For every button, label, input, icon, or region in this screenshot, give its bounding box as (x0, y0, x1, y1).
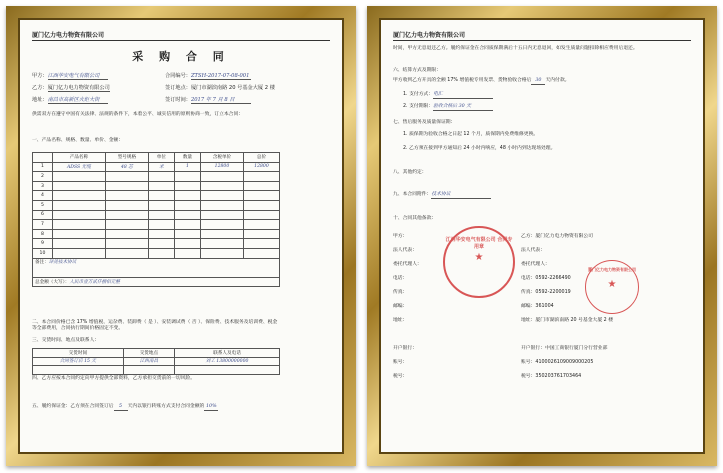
left-contract-page (20, 20, 342, 452)
delivery-table-header: 交货时间 交货地点 联系人及电话 (33, 349, 280, 358)
header-divider (393, 40, 691, 41)
items-table-header: 产品名称 型号规格 单位 数量 含税单价 总价 (33, 153, 280, 163)
sign-account-a: 账号： (393, 360, 408, 365)
table-row: 7 (33, 220, 280, 230)
seal-star-icon: ★ (607, 279, 617, 290)
section-9-heading: 九、本合同附件：技术协议 (393, 192, 641, 199)
right-contract-frame (367, 6, 717, 466)
sign-zip-b: 邮编：361004 (521, 304, 554, 309)
sign-bank-b: 开户银行：中国工商银行厦门分行营业部 (521, 346, 608, 351)
continued-text: 时间，甲方无息退还乙方。履约保证金在合同质保期满后十五日内无息退回，如发生质量问题扣除相应费用后退还。 (393, 46, 638, 51)
section-2-paragraph: 二、本合同价格已含 17% 增值税、运杂费、装卸费（ 是 ）、安装调试费（ 否 ）、保险费、技术服务及培训费、税金等全部费用，合同执行期间价格固定不变。 (32, 320, 278, 332)
section-8-heading: 八、其他约定： (393, 170, 427, 175)
section-4-paragraph: 四、乙方应按本合同约定向甲方提供全部资料，乙方承担交货前的一切风险。 (32, 376, 196, 381)
contract-no-field: 合同编号：ZTSH-2017-07-08-001 (165, 73, 250, 79)
sign-rep-a: 法人代表： (393, 248, 417, 253)
sign-address-a: 地址： (393, 318, 408, 323)
payment-method: 1. 支付方式：电汇 (403, 92, 641, 99)
sign-agent-a: 委托代理人： (393, 262, 422, 267)
sign-fax-b: 传真：0592-2200019 (521, 290, 571, 295)
sign-tax-a: 税号： (393, 374, 408, 379)
sign-agent-b: 委托代理人： (521, 262, 550, 267)
section-5-paragraph: 五、履约保证金：乙方须在合同签订后 5 天内以银行转账方式支付合同金额的 10% (32, 404, 280, 411)
table-row: 1 ADSS 光缆 48 芯 米 1 12800 12800 (33, 162, 280, 172)
contract-title: 采 购 合 同 (132, 50, 230, 63)
section-10-heading: 十、合同其他条款： (393, 216, 437, 221)
sign-zip-a: 邮编： (393, 304, 408, 309)
table-row: 6 (33, 210, 280, 220)
table-row: 合同签订后 15 天 江西南昌 刘工 13800000000 (33, 357, 280, 366)
sign-tax-b: 税号：350203761703464 (521, 374, 582, 379)
left-contract-frame (6, 6, 356, 466)
company-header: 厦门亿力电力物资有限公司 (393, 32, 466, 39)
seal-a-text: 江西华安电气有限公司 合同专用章 (445, 237, 513, 250)
payment-terms: 甲方收到乙方开具的全额 17% 增值税专用发票、货物验收合格后 30 天内付款。 (393, 78, 641, 85)
header-divider (32, 40, 330, 41)
address-field: 地址：南昌市高新区火炬大街 (32, 96, 108, 104)
sign-phone-a: 电话： (393, 276, 408, 281)
table-note-row: 备注：详见技术协议 (33, 258, 280, 277)
sign-bank-a: 开户银行： (393, 346, 417, 351)
sign-address-b: 地址：厦门市湖滨南路 20 号基金大厦 2 楼 (521, 318, 614, 323)
party-b-field: 乙方：厦门亿力电力物资有限公司 (32, 85, 110, 91)
payment-period: 2. 支付期限：验收合格后 30 天 (403, 104, 641, 111)
section-1-heading: 一、产品名称、规格、数量、单价、金额： (32, 138, 124, 143)
seal-b-text: 厦门亿力电力物资有限公司 (588, 267, 636, 272)
seal-star-icon: ★ (474, 252, 484, 263)
warranty-item-2: 2. 乙方须在接到甲方通知后 24 小时内响应，48 小时内到达现场处理。 (403, 146, 556, 151)
party-a-seal (443, 226, 515, 298)
sign-phone-b: 电话：0592-2266490 (521, 276, 571, 281)
table-row (33, 366, 280, 375)
table-row: 10 (33, 248, 280, 258)
sign-account-b: 账号：4100026109009000205 (521, 360, 594, 365)
section-7-heading: 七、售后服务及质量保证期： (393, 120, 456, 125)
table-row: 9 (33, 239, 280, 249)
sign-place-field: 签订地点：厦门市湖滨南路 20 号基金大厦 2 楼 (165, 85, 275, 91)
warranty-item-1: 1. 质保期为验收合格之日起 12 个月，质保期内免费维修更换。 (403, 132, 539, 137)
sign-party-a: 甲方： (393, 234, 408, 239)
table-row: 5 (33, 200, 280, 210)
section-6-heading: 六、结算方式及期限： (393, 68, 441, 73)
intro-paragraph: 供需双方在遵守中国有关法律、法规的条件下，本着公平、诚实信用的原则协商一致，订立本合同： (32, 112, 244, 117)
items-table (32, 152, 280, 287)
table-row: 8 (33, 229, 280, 239)
sign-party-b: 乙方：厦门亿力电力物资有限公司 (521, 234, 593, 239)
section-3-heading: 三、交货时间、地点及联系人： (32, 338, 100, 343)
sign-rep-b: 法人代表： (521, 248, 545, 253)
table-total-row: 总金额（大写）：人民币壹万贰仟捌佰元整 (33, 277, 280, 287)
company-header: 厦门亿力电力物资有限公司 (32, 32, 105, 39)
party-b-seal (585, 260, 639, 314)
table-row: 4 (33, 191, 280, 201)
party-a-field: 甲方：江西华安电气有限公司 (32, 72, 108, 80)
table-row: 2 (33, 172, 280, 182)
right-contract-page (381, 20, 703, 452)
sign-date-field: 签订时间：2017 年 7 月 8 日 (165, 96, 251, 104)
table-row: 3 (33, 181, 280, 191)
sign-fax-a: 传真： (393, 290, 408, 295)
delivery-table (32, 348, 280, 375)
